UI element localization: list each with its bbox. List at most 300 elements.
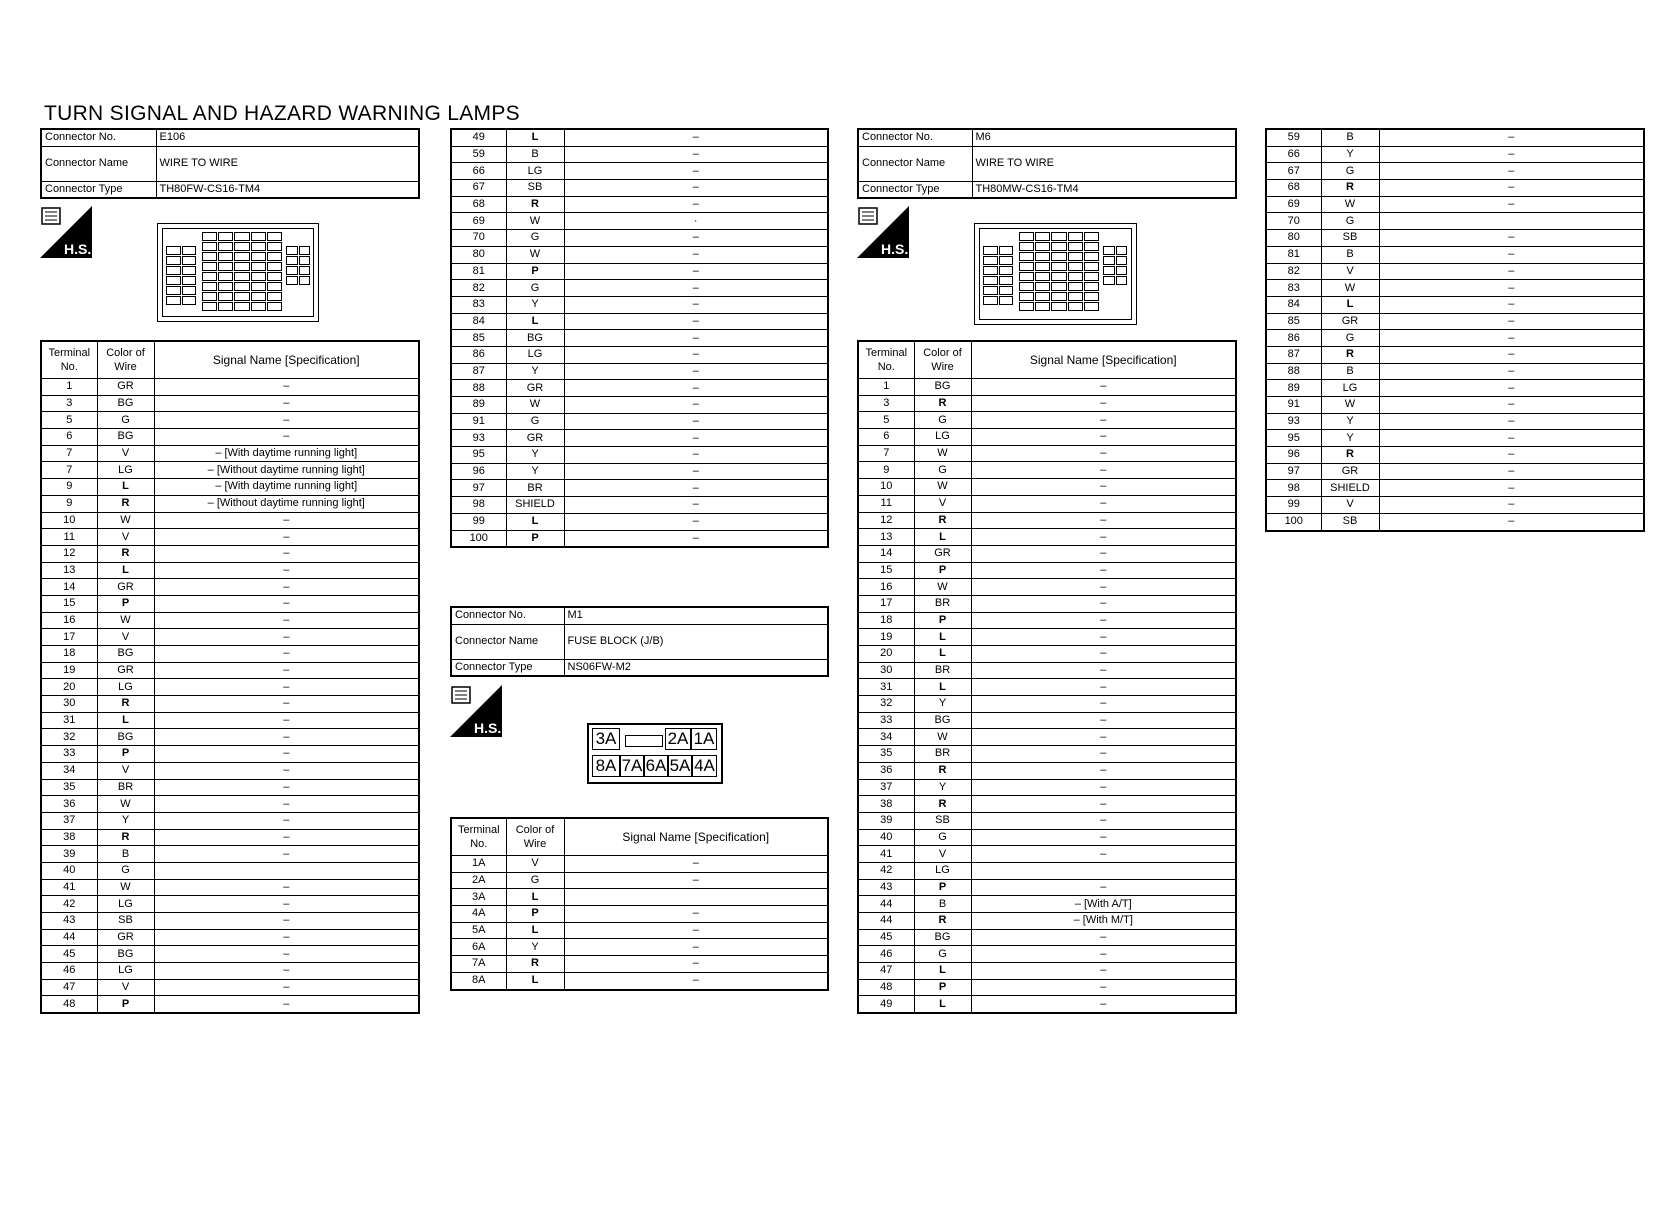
cavity-8a: 8A bbox=[592, 755, 620, 777]
signal-name-cell: – bbox=[154, 395, 419, 412]
connector-type-value: TH80MW-CS16-TM4 bbox=[972, 181, 1236, 198]
terminal-no-cell: 18 bbox=[858, 612, 914, 629]
signal-name-cell: – bbox=[154, 779, 419, 796]
terminal-no-cell: 93 bbox=[1266, 413, 1321, 430]
terminal-no-cell: 32 bbox=[858, 696, 914, 713]
terminal-no-cell: 69 bbox=[451, 213, 506, 230]
terminal-no-cell: 95 bbox=[451, 447, 506, 464]
signal-name-cell: – bbox=[154, 712, 419, 729]
wire-color-cell: BR bbox=[97, 779, 154, 796]
signal-name-cell: – bbox=[564, 463, 828, 480]
wire-color-cell: LG bbox=[506, 163, 564, 180]
signal-name-header: Signal Name [Specification] bbox=[564, 818, 828, 856]
terminal-no-cell: 39 bbox=[41, 846, 97, 863]
wire-color-cell: W bbox=[1321, 397, 1379, 414]
wire-color-cell: W bbox=[97, 796, 154, 813]
signal-name-cell: – bbox=[564, 922, 828, 939]
table-row bbox=[858, 812, 1236, 829]
terminal-no-cell: 30 bbox=[858, 662, 914, 679]
terminal-no-cell: 68 bbox=[451, 196, 506, 213]
terminal-no-cell: 4A bbox=[451, 906, 506, 923]
table-row bbox=[1266, 497, 1644, 514]
cavity-group-left bbox=[166, 246, 196, 305]
hs-icon bbox=[40, 206, 92, 258]
terminal-no-cell: 10 bbox=[858, 479, 914, 496]
terminal-no-header: Terminal No. bbox=[858, 341, 914, 379]
terminal-cavity bbox=[1084, 272, 1099, 281]
signal-name-cell: – bbox=[971, 829, 1236, 846]
wire-color-cell: W bbox=[506, 213, 564, 230]
connector-name-value: FUSE BLOCK (J/B) bbox=[564, 624, 828, 659]
terminal-cavity bbox=[1035, 282, 1050, 291]
wire-color-cell: BG bbox=[97, 729, 154, 746]
table-row bbox=[858, 395, 1236, 412]
signal-name-cell: – bbox=[564, 346, 828, 363]
wire-color-cell: W bbox=[914, 579, 971, 596]
table-row bbox=[1266, 213, 1644, 230]
terminal-cavity bbox=[1068, 272, 1083, 281]
connector-name-label: Connector Name bbox=[41, 146, 156, 181]
table-row bbox=[858, 696, 1236, 713]
signal-name-cell: – bbox=[154, 696, 419, 713]
terminal-no-cell: 42 bbox=[858, 862, 914, 879]
signal-name-cell: – bbox=[154, 913, 419, 930]
terminal-no-cell: 84 bbox=[451, 313, 506, 330]
terminal-no-cell: 37 bbox=[41, 812, 97, 829]
terminal-no-cell: 87 bbox=[451, 363, 506, 380]
connector-no-value: M6 bbox=[972, 129, 1236, 146]
wire-color-cell: W bbox=[97, 879, 154, 896]
wire-color-cell: P bbox=[914, 562, 971, 579]
table-row bbox=[858, 979, 1236, 996]
table-row bbox=[451, 856, 828, 873]
table-row bbox=[451, 972, 828, 989]
terminal-no-cell: 6 bbox=[858, 429, 914, 446]
terminal-no-cell: 59 bbox=[1266, 129, 1321, 146]
table-row bbox=[451, 213, 828, 230]
terminal-no-cell: 13 bbox=[858, 529, 914, 546]
wire-color-cell: BG bbox=[506, 330, 564, 347]
connector-info-m1 bbox=[450, 606, 829, 677]
signal-name-cell: – bbox=[564, 230, 828, 247]
signal-name-cell: – [With daytime running light] bbox=[154, 445, 419, 462]
wire-color-cell: LG bbox=[97, 679, 154, 696]
table-row bbox=[41, 729, 419, 746]
color-of-wire-header: Color of Wire bbox=[506, 818, 564, 856]
terminal-cavity bbox=[1019, 272, 1034, 281]
table-row bbox=[858, 929, 1236, 946]
table-row bbox=[858, 545, 1236, 562]
wire-color-cell: B bbox=[1321, 363, 1379, 380]
wire-color-cell: LG bbox=[97, 462, 154, 479]
table-row bbox=[1266, 363, 1644, 380]
terminal-no-cell: 39 bbox=[858, 812, 914, 829]
wire-color-cell: W bbox=[97, 612, 154, 629]
terminal-no-cell: 19 bbox=[858, 629, 914, 646]
terminal-no-cell: 59 bbox=[451, 146, 506, 163]
wire-color-cell: W bbox=[1321, 196, 1379, 213]
terminal-no-cell: 68 bbox=[1266, 180, 1321, 197]
table-row bbox=[451, 246, 828, 263]
terminal-no-cell: 67 bbox=[451, 180, 506, 197]
table-row bbox=[451, 497, 828, 514]
signal-name-cell: – bbox=[564, 246, 828, 263]
terminal-no-cell: 16 bbox=[41, 612, 97, 629]
hs-icon bbox=[857, 206, 909, 258]
signal-name-cell: – bbox=[1379, 430, 1644, 447]
terminal-no-cell: 3 bbox=[858, 395, 914, 412]
table-row bbox=[858, 462, 1236, 479]
terminal-cavity bbox=[1116, 266, 1128, 275]
terminal-no-cell: 45 bbox=[858, 929, 914, 946]
terminal-no-cell: 11 bbox=[41, 529, 97, 546]
wire-color-cell: Y bbox=[914, 696, 971, 713]
signal-name-cell bbox=[971, 862, 1236, 879]
signal-name-cell: – bbox=[971, 395, 1236, 412]
connector-name-value: WIRE TO WIRE bbox=[156, 146, 419, 181]
wire-color-cell: P bbox=[506, 263, 564, 280]
wire-color-cell: Y bbox=[506, 939, 564, 956]
terminal-no-cell: 96 bbox=[1266, 447, 1321, 464]
terminal-cavity bbox=[286, 276, 298, 285]
wire-color-cell: V bbox=[97, 629, 154, 646]
wire-color-cell: BG bbox=[97, 395, 154, 412]
table-row bbox=[1266, 129, 1644, 146]
terminal-no-cell: 35 bbox=[858, 746, 914, 763]
table-row bbox=[41, 495, 419, 512]
signal-name-cell: – bbox=[971, 612, 1236, 629]
table-row bbox=[41, 896, 419, 913]
table-row bbox=[451, 922, 828, 939]
terminal-no-cell: 100 bbox=[1266, 513, 1321, 530]
terminal-no-cell: 16 bbox=[858, 579, 914, 596]
terminal-no-cell: 10 bbox=[41, 512, 97, 529]
table-row bbox=[858, 379, 1236, 396]
signal-name-cell: – bbox=[564, 196, 828, 213]
connector-no-label: Connector No. bbox=[41, 129, 156, 146]
terminal-no-cell: 6A bbox=[451, 939, 506, 956]
table-row bbox=[41, 879, 419, 896]
terminal-cavity bbox=[251, 302, 266, 311]
terminal-no-cell: 14 bbox=[858, 545, 914, 562]
table-row bbox=[451, 906, 828, 923]
table-row bbox=[41, 545, 419, 562]
terminal-no-cell: 38 bbox=[41, 829, 97, 846]
terminal-no-cell: 20 bbox=[41, 679, 97, 696]
pin-table-m6-a bbox=[857, 340, 1237, 1014]
terminal-cavity bbox=[267, 292, 282, 301]
terminal-no-cell: 31 bbox=[858, 679, 914, 696]
wire-color-cell: G bbox=[506, 872, 564, 889]
table-row bbox=[41, 612, 419, 629]
wire-color-cell: L bbox=[914, 629, 971, 646]
terminal-no-cell: 82 bbox=[1266, 263, 1321, 280]
terminal-cavity bbox=[166, 296, 181, 305]
signal-name-cell: – bbox=[154, 996, 419, 1013]
terminal-cavity bbox=[251, 262, 266, 271]
table-row bbox=[858, 562, 1236, 579]
pin-table-e106-a bbox=[40, 340, 420, 1014]
signal-name-cell: – bbox=[971, 462, 1236, 479]
signal-name-cell: – bbox=[971, 779, 1236, 796]
terminal-cavity bbox=[218, 242, 233, 251]
table-row bbox=[451, 480, 828, 497]
table-row bbox=[858, 779, 1236, 796]
terminal-no-cell: 2A bbox=[451, 872, 506, 889]
wire-color-cell: BG bbox=[914, 712, 971, 729]
signal-name-cell: – bbox=[971, 479, 1236, 496]
signal-name-cell: – bbox=[971, 796, 1236, 813]
wire-color-cell: G bbox=[506, 230, 564, 247]
signal-name-cell: – bbox=[564, 413, 828, 430]
signal-name-cell: – bbox=[564, 939, 828, 956]
signal-name-cell: – bbox=[971, 679, 1236, 696]
wire-color-cell: L bbox=[97, 562, 154, 579]
wire-color-cell: R bbox=[506, 196, 564, 213]
table-row bbox=[1266, 463, 1644, 480]
signal-name-cell: – bbox=[154, 946, 419, 963]
terminal-cavity bbox=[983, 266, 998, 275]
wire-color-cell: P bbox=[914, 612, 971, 629]
terminal-no-cell: 43 bbox=[858, 879, 914, 896]
table-row bbox=[858, 862, 1236, 879]
signal-name-cell: – bbox=[154, 595, 419, 612]
wire-color-cell: Y bbox=[506, 447, 564, 464]
table-row bbox=[41, 429, 419, 446]
wire-color-cell: V bbox=[1321, 263, 1379, 280]
cavity-group-center bbox=[202, 232, 282, 311]
table-row bbox=[41, 595, 419, 612]
wire-color-cell: V bbox=[506, 856, 564, 873]
wire-color-cell: LG bbox=[914, 429, 971, 446]
table-row bbox=[1266, 413, 1644, 430]
terminal-cavity bbox=[1051, 292, 1066, 301]
wire-color-cell: Y bbox=[97, 812, 154, 829]
table-row bbox=[41, 579, 419, 596]
table-row bbox=[858, 495, 1236, 512]
signal-name-cell: – bbox=[564, 513, 828, 530]
wire-color-cell: L bbox=[914, 646, 971, 663]
wire-color-cell: Y bbox=[1321, 146, 1379, 163]
signal-name-cell: – bbox=[564, 856, 828, 873]
signal-name-cell: – bbox=[1379, 346, 1644, 363]
terminal-no-cell: 91 bbox=[451, 413, 506, 430]
table-row bbox=[41, 846, 419, 863]
wire-color-cell: V bbox=[97, 979, 154, 996]
terminal-cavity bbox=[251, 242, 266, 251]
terminal-no-cell: 88 bbox=[1266, 363, 1321, 380]
terminal-no-cell: 7A bbox=[451, 956, 506, 973]
terminal-no-cell: 7 bbox=[858, 445, 914, 462]
table-row bbox=[41, 462, 419, 479]
signal-name-cell: – bbox=[564, 280, 828, 297]
terminal-no-cell: 97 bbox=[451, 480, 506, 497]
table-row bbox=[451, 146, 828, 163]
terminal-no-cell: 98 bbox=[451, 497, 506, 514]
table-row bbox=[41, 395, 419, 412]
wire-color-cell: L bbox=[506, 129, 564, 146]
wire-color-cell: L bbox=[914, 996, 971, 1013]
table-row bbox=[858, 595, 1236, 612]
wire-color-cell: R bbox=[97, 495, 154, 512]
table-row bbox=[41, 479, 419, 496]
hs-label: H.S. bbox=[474, 720, 502, 736]
terminal-cavity bbox=[1084, 262, 1099, 271]
terminal-cavity bbox=[267, 282, 282, 291]
terminal-no-cell: 70 bbox=[1266, 213, 1321, 230]
terminal-cavity bbox=[182, 246, 197, 255]
terminal-cavity bbox=[202, 242, 217, 251]
terminal-no-cell: 89 bbox=[1266, 380, 1321, 397]
signal-name-cell: – bbox=[971, 445, 1236, 462]
table-row bbox=[1266, 430, 1644, 447]
terminal-cavity bbox=[1116, 256, 1128, 265]
signal-name-cell: – bbox=[1379, 397, 1644, 414]
wire-color-cell: G bbox=[914, 462, 971, 479]
terminal-cavity bbox=[218, 262, 233, 271]
wire-color-cell: Y bbox=[1321, 430, 1379, 447]
signal-name-cell: – bbox=[154, 979, 419, 996]
signal-name-cell: – bbox=[971, 646, 1236, 663]
terminal-cavity bbox=[234, 272, 249, 281]
table-row bbox=[858, 829, 1236, 846]
wire-color-cell: V bbox=[97, 762, 154, 779]
terminal-cavity bbox=[1051, 282, 1066, 291]
terminal-cavity bbox=[1035, 292, 1050, 301]
signal-name-cell: – bbox=[154, 612, 419, 629]
signal-name-cell: – bbox=[1379, 447, 1644, 464]
terminal-cavity bbox=[1019, 302, 1034, 311]
table-row bbox=[858, 879, 1236, 896]
signal-name-cell: – bbox=[564, 363, 828, 380]
wire-color-cell: L bbox=[914, 679, 971, 696]
signal-name-cell: – bbox=[1379, 363, 1644, 380]
wire-color-cell: L bbox=[1321, 296, 1379, 313]
signal-name-cell: – bbox=[1379, 497, 1644, 514]
terminal-cavity bbox=[234, 302, 249, 311]
terminal-no-cell: 9 bbox=[41, 479, 97, 496]
table-row bbox=[451, 163, 828, 180]
wire-color-cell: G bbox=[506, 413, 564, 430]
connector-name-value: WIRE TO WIRE bbox=[972, 146, 1236, 181]
terminal-no-cell: 32 bbox=[41, 729, 97, 746]
terminal-no-cell: 15 bbox=[858, 562, 914, 579]
signal-name-cell: – bbox=[564, 480, 828, 497]
terminal-no-cell: 69 bbox=[1266, 196, 1321, 213]
terminal-no-cell: 44 bbox=[41, 929, 97, 946]
terminal-cavity bbox=[1116, 246, 1128, 255]
terminal-cavity bbox=[251, 252, 266, 261]
table-row bbox=[41, 512, 419, 529]
signal-name-cell: – bbox=[971, 579, 1236, 596]
signal-name-header: Signal Name [Specification] bbox=[154, 341, 419, 379]
wire-color-cell: P bbox=[914, 879, 971, 896]
terminal-no-cell: 49 bbox=[858, 996, 914, 1013]
terminal-cavity bbox=[218, 292, 233, 301]
signal-name-cell: – bbox=[564, 872, 828, 889]
signal-name-cell: – bbox=[154, 579, 419, 596]
wire-color-cell: LG bbox=[1321, 380, 1379, 397]
terminal-no-cell: 12 bbox=[858, 512, 914, 529]
table-row bbox=[1266, 313, 1644, 330]
table-row bbox=[41, 762, 419, 779]
signal-name-cell: – bbox=[564, 397, 828, 414]
terminal-cavity bbox=[999, 256, 1014, 265]
terminal-no-cell: 5A bbox=[451, 922, 506, 939]
table-row bbox=[451, 263, 828, 280]
terminal-cavity bbox=[1084, 292, 1099, 301]
terminal-cavity bbox=[1068, 242, 1083, 251]
wire-color-cell: BR bbox=[506, 480, 564, 497]
terminal-cavity bbox=[251, 232, 266, 241]
cavity-4a: 4A bbox=[692, 755, 717, 777]
signal-name-cell: – bbox=[154, 545, 419, 562]
table-row bbox=[858, 963, 1236, 980]
table-row bbox=[451, 956, 828, 973]
terminal-cavity bbox=[166, 276, 181, 285]
connector-type-value: NS06FW-M2 bbox=[564, 659, 828, 676]
connector-info-e106 bbox=[40, 128, 420, 199]
hs-label: H.S. bbox=[64, 241, 92, 257]
signal-name-cell: – bbox=[1379, 230, 1644, 247]
terminal-no-cell: 80 bbox=[1266, 230, 1321, 247]
wire-color-cell: Y bbox=[506, 463, 564, 480]
terminal-cavity bbox=[983, 296, 998, 305]
table-row bbox=[41, 696, 419, 713]
terminal-cavity bbox=[251, 292, 266, 301]
terminal-no-cell: 48 bbox=[858, 979, 914, 996]
wire-color-cell: L bbox=[506, 922, 564, 939]
terminal-cavity bbox=[1084, 242, 1099, 251]
terminal-no-cell: 66 bbox=[1266, 146, 1321, 163]
terminal-no-cell: 43 bbox=[41, 913, 97, 930]
terminal-no-cell: 33 bbox=[41, 746, 97, 763]
terminal-no-cell: 35 bbox=[41, 779, 97, 796]
wire-color-cell: V bbox=[914, 846, 971, 863]
terminal-no-cell: 33 bbox=[858, 712, 914, 729]
pin-table-m6-b bbox=[1265, 128, 1645, 532]
table-row bbox=[41, 445, 419, 462]
table-row bbox=[451, 230, 828, 247]
terminal-cavity bbox=[267, 252, 282, 261]
signal-name-cell: – bbox=[971, 696, 1236, 713]
terminal-cavity bbox=[1035, 242, 1050, 251]
signal-name-cell: – bbox=[971, 879, 1236, 896]
table-row bbox=[1266, 246, 1644, 263]
table-row bbox=[858, 679, 1236, 696]
cavity-group-right bbox=[1103, 246, 1127, 285]
wire-color-cell: G bbox=[1321, 163, 1379, 180]
terminal-cavity bbox=[999, 296, 1014, 305]
wire-color-cell: G bbox=[97, 862, 154, 879]
terminal-cavity bbox=[202, 232, 217, 241]
terminal-no-cell: 9 bbox=[858, 462, 914, 479]
cavity-5a: 5A bbox=[669, 756, 691, 775]
terminal-no-cell: 87 bbox=[1266, 346, 1321, 363]
wire-color-cell: G bbox=[914, 946, 971, 963]
table-row bbox=[858, 762, 1236, 779]
signal-name-cell: – bbox=[971, 562, 1236, 579]
wire-color-cell: V bbox=[97, 529, 154, 546]
terminal-no-cell: 17 bbox=[858, 595, 914, 612]
terminal-no-cell: 89 bbox=[451, 397, 506, 414]
table-row bbox=[41, 679, 419, 696]
terminal-no-cell: 40 bbox=[41, 862, 97, 879]
wire-color-cell: R bbox=[914, 762, 971, 779]
terminal-cavity bbox=[182, 276, 197, 285]
terminal-cavity bbox=[1103, 276, 1115, 285]
signal-name-cell: – bbox=[971, 429, 1236, 446]
